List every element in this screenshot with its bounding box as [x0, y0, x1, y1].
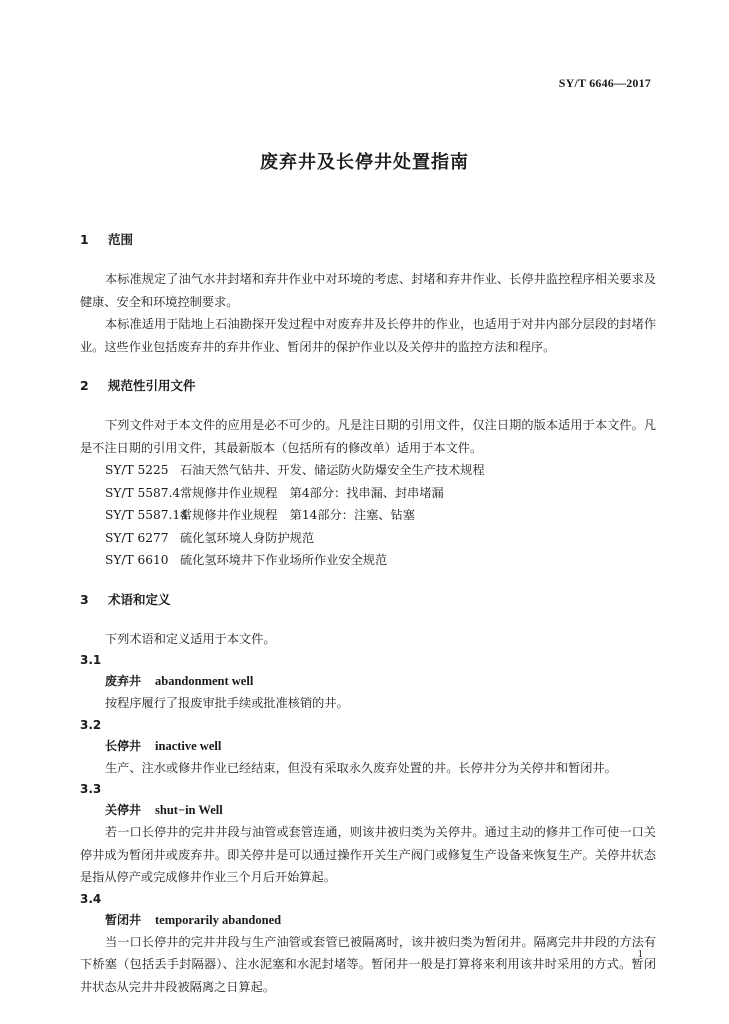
reference-title: 常规修井作业规程 第14部分：注塞、钻塞 [180, 508, 415, 522]
term-chinese: 长停井 [105, 738, 142, 753]
section-number: 2 [80, 378, 89, 393]
term-definition: 若一口长停井的完井井段与油管或套管连通，则该井被归类为关停井。通过主动的修井工作可使一口关停井成为暂闭井或废弃井。即关停井是可以通过操作开关生产阀门或修复生产设备来恢复生产。关停井状态是指从停产或完成修井作业三个月后开始算起。 [80, 825, 656, 884]
section-heading-terms-definitions [80, 590, 656, 610]
section-number: 3 [80, 591, 89, 607]
standard-code: SY/T 6646—2017 [558, 76, 651, 90]
section-title: 术语和定义 [108, 591, 171, 607]
term-entry [80, 670, 656, 692]
reference-code: SY/T 5587.14 [105, 508, 188, 522]
reference-item [80, 482, 656, 505]
term-definition: 生产、注水或修井作业已经结束，但没有采取永久废弃处置的井。长停井分为关停井和暂闭井。 [105, 760, 617, 775]
term-english: temporarily abandoned [155, 912, 282, 927]
page-number: 1 [637, 948, 643, 960]
term-number: 3.4 [80, 891, 102, 906]
term-chinese: 暂闭井 [105, 912, 142, 927]
reference-code: SY/T 5587.4 [105, 485, 181, 500]
reference-code: SY/T 6610 [105, 553, 169, 567]
paragraph: 本标准适用于陆地上石油勘探开发过程中对废弃井及长停井的作业，也适用于对井内部分层段的封堵作业。这些作业包括废弃井的弃井作业、暂闭井的保护作业以及关停井的监控方法和程序。 [80, 317, 656, 354]
reference-code: SY/T 5225 [105, 463, 169, 477]
term-chinese: 关停井 [105, 803, 142, 817]
section-title: 规范性引用文件 [108, 378, 196, 393]
reference-title: 硫化氢环境井下作业场所作业安全规范 [180, 553, 388, 567]
reference-title: 石油天然气钻井、开发、储运防火防爆安全生产技术规程 [180, 463, 485, 477]
reference-item [80, 549, 656, 572]
term-number: 3.2 [80, 717, 102, 732]
document-body [80, 230, 656, 998]
paragraph: 下列术语和定义适用于本文件。 [105, 631, 276, 646]
paragraph: 本标准规定了油气水井封堵和弃井作业中对环境的考虑、封堵和弃井作业、长停井监控程序相关要求及健康、安全和环境控制要求。 [80, 272, 656, 309]
reference-title: 硫化氢环境人身防护规范 [180, 530, 315, 545]
term-entry [80, 735, 656, 757]
reference-item [80, 527, 656, 550]
section-heading-normative-references [80, 376, 656, 396]
term-chinese: 废弃井 [105, 674, 142, 688]
term-english: shut−in Well [155, 803, 223, 817]
reference-item [80, 459, 656, 482]
term-english: abandonment well [155, 674, 254, 688]
section-number: 1 [80, 232, 89, 247]
reference-code: SY/T 6277 [105, 530, 169, 545]
paragraph: 下列文件对于本文件的应用是必不可少的。凡是注日期的引用文件，仅注日期的版本适用于本文件。凡是不注日期的引用文件，其最新版本（包括所有的修改单）适用于本文件。 [80, 418, 656, 455]
term-entry [80, 799, 656, 821]
term-number: 3.1 [80, 653, 102, 667]
term-definition: 按程序履行了报废审批手续或批准核销的井。 [105, 696, 349, 710]
document-title: 废弃井及长停井处置指南 [260, 152, 469, 173]
term-entry [80, 909, 656, 931]
term-definition: 当一口长停井的完井井段与生产油管或套管已被隔离时，该井被归类为暂闭井。隔离完井井段的方法有下桥塞（包括丢手封隔器）、注水泥塞和水泥封堵等。暂闭井一般是打算将来利用该井时采用的方式。暂闭井状态从完井井段被隔离之日算起。 [80, 934, 656, 994]
term-number: 3.3 [80, 782, 102, 796]
reference-title: 常规修井作业规程 第4部分：找串漏、封串堵漏 [180, 485, 444, 500]
term-english: inactive well [155, 738, 222, 753]
section-title: 范围 [108, 232, 134, 247]
section-heading-scope [80, 230, 656, 250]
reference-item [80, 504, 656, 527]
